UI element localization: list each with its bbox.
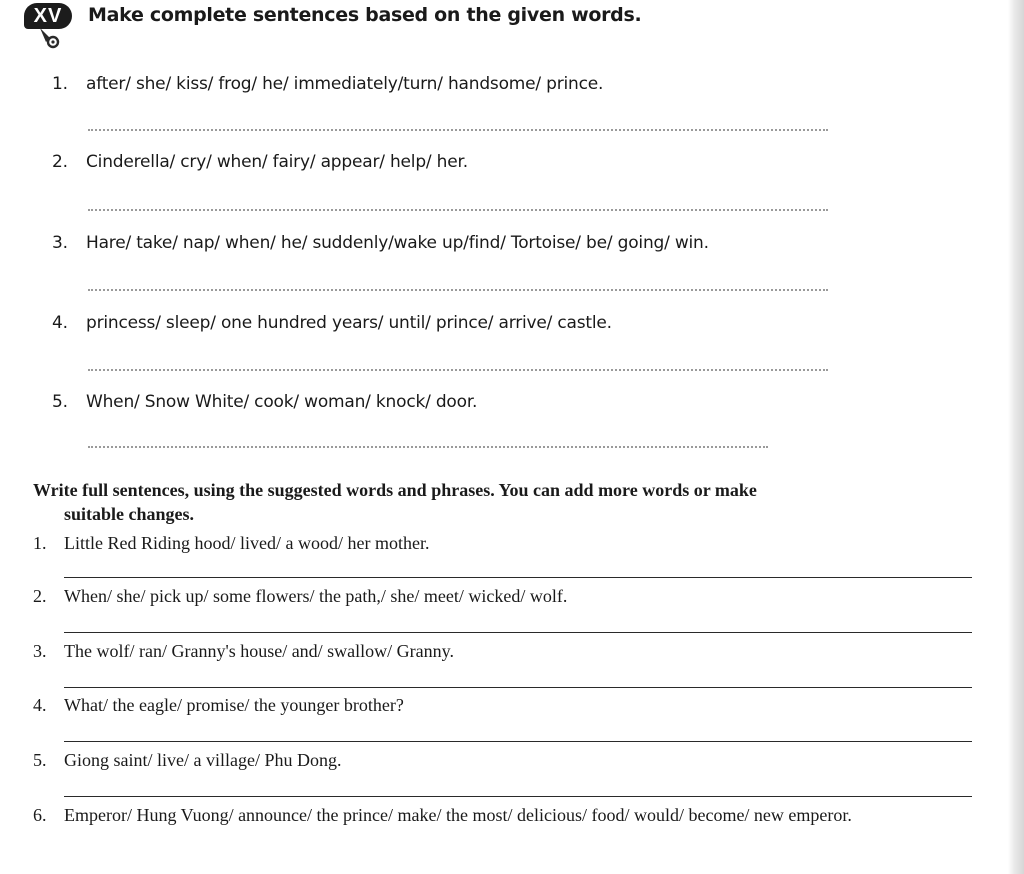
item-prompt: When/ she/ pick up/ some flowers/ the path,/ she/ meet/ wicked/ wolf. xyxy=(64,586,568,606)
exercise-item-4 xyxy=(52,313,612,333)
item-prompt: after/ she/ kiss/ frog/ he/ immediately/turn/ handsome/ prince. xyxy=(86,74,604,94)
item-prompt: Emperor/ Hung Vuong/ announce/ the prince/ make/ the most/ delicious/ food/ would/ become/ new emperor. xyxy=(64,805,852,825)
answer-rule-5[interactable] xyxy=(64,796,972,797)
exercise-item-5 xyxy=(52,392,477,412)
item-prompt: Little Red Riding hood/ lived/ a wood/ her mother. xyxy=(64,533,430,553)
answer-line-3[interactable] xyxy=(88,289,828,291)
item-number: 4. xyxy=(33,695,47,715)
heading-line-2: suitable changes. xyxy=(64,504,195,524)
heading-line-1: Write full sentences, using the suggested words and phrases. You can add more words or make xyxy=(33,480,757,500)
item-number: 6. xyxy=(33,805,47,825)
answer-rule-2[interactable] xyxy=(64,632,972,633)
answer-line-2[interactable] xyxy=(88,209,828,211)
item-prompt: princess/ sleep/ one hundred years/ until/ prince/ arrive/ castle. xyxy=(86,313,612,333)
exercise-item-3 xyxy=(52,233,709,253)
sentence-item-5 xyxy=(33,748,963,772)
answer-rule-3[interactable] xyxy=(64,687,972,688)
item-prompt: When/ Snow White/ cook/ woman/ knock/ door. xyxy=(86,392,478,412)
item-prompt: What/ the eagle/ promise/ the younger brother? xyxy=(64,695,404,715)
item-number: 3. xyxy=(52,233,68,253)
item-prompt: Cinderella/ cry/ when/ fairy/ appear/ help/ her. xyxy=(86,152,468,172)
answer-rule-1[interactable] xyxy=(64,577,972,578)
section-2-heading xyxy=(33,478,933,526)
sentence-item-4 xyxy=(33,693,963,717)
answer-rule-4[interactable] xyxy=(64,741,972,742)
section-title: Make complete sentences based on the given words. xyxy=(88,4,642,26)
sentence-item-1 xyxy=(33,531,963,555)
item-number: 2. xyxy=(33,586,47,606)
sentence-item-6 xyxy=(33,803,963,827)
sentence-item-3 xyxy=(33,639,963,663)
item-number: 3. xyxy=(33,641,47,661)
exercise-item-1 xyxy=(52,74,603,94)
answer-line-4[interactable] xyxy=(88,369,828,371)
item-number: 1. xyxy=(52,74,68,94)
exercise-item-2 xyxy=(52,152,468,172)
section-badge: XV xyxy=(24,3,72,29)
answer-line-5[interactable] xyxy=(88,446,768,448)
page-seam xyxy=(1008,0,1024,874)
item-number: 4. xyxy=(52,313,68,333)
item-number: 5. xyxy=(33,750,47,770)
item-number: 1. xyxy=(33,533,47,553)
item-prompt: Giong saint/ live/ a village/ Phu Dong. xyxy=(64,750,342,770)
item-number: 5. xyxy=(52,392,68,412)
item-prompt: The wolf/ ran/ Granny's house/ and/ swallow/ Granny. xyxy=(64,641,454,661)
item-prompt: Hare/ take/ nap/ when/ he/ suddenly/wake up/find/ Tortoise/ be/ going/ win. xyxy=(86,233,709,253)
answer-line-1[interactable] xyxy=(88,129,828,131)
item-number: 2. xyxy=(52,152,68,172)
sentence-item-2 xyxy=(33,584,963,608)
pen-swirl-icon xyxy=(36,26,66,50)
